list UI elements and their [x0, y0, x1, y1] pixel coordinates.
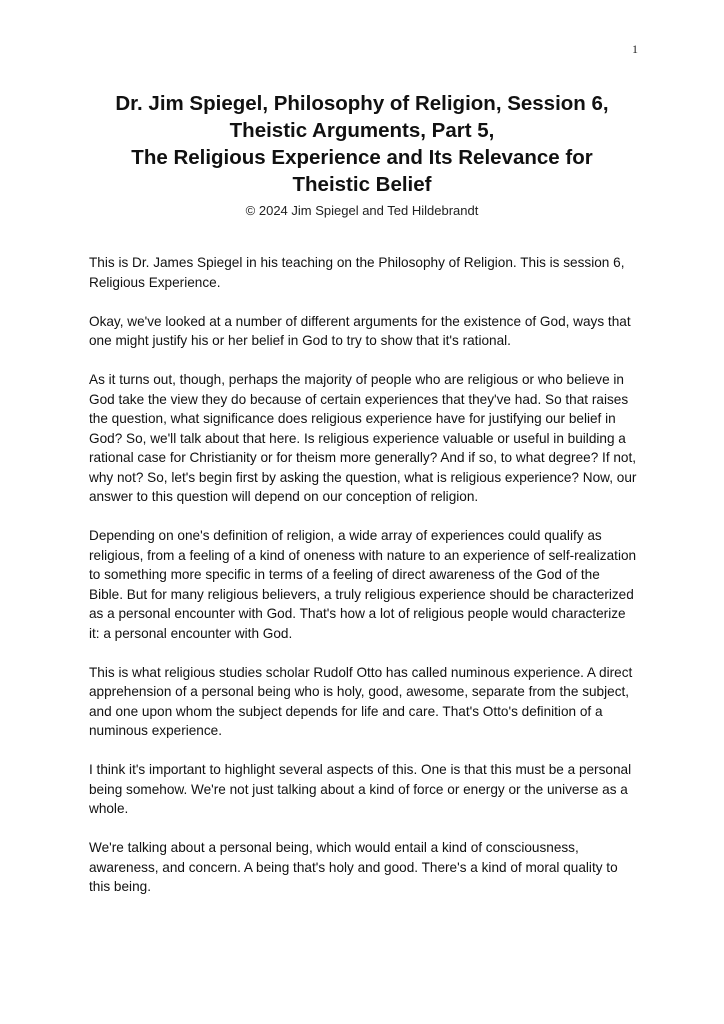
paragraph: This is what religious studies scholar Rudolf Otto has called numinous experience. A direct apprehension of a personal being who is holy, good, awesome, separate from the subject, and one upon whom the subject depends for life and care. That's Otto's definition of a numinous experience.: [89, 664, 633, 738]
paragraph: Depending on one's definition of religion, a wide array of experiences could qualify as religious, from a feeling of a kind of oneness with nature to an experience of self-realization to something more specific in terms of a feeling of direct awareness of the God of the Bible. But for many religious believers, a truly religious experience should be characterized as a personal encounter with God. That's how a lot of religious people would characterize it: a personal encounter with God.: [89, 528, 637, 641]
paragraph: I think it's important to highlight several aspects of this. One is that this must be a personal being somehow. We're not just talking about a kind of force or energy or the universe as a whole.: [89, 762, 632, 816]
paragraph: We're talking about a personal being, which would entail a kind of consciousness, awareness, and concern. A being that's holy and good. There's a kind of moral quality to this being.: [89, 840, 618, 894]
title-line: The Religious Experience and Its Relevance for: [131, 146, 593, 169]
title-line: Theistic Arguments, Part 5,: [229, 119, 495, 142]
paragraph: This is Dr. James Spiegel in his teaching on the Philosophy of Religion. This is session 6, Religious Experience.: [89, 255, 625, 290]
paragraph: As it turns out, though, perhaps the majority of people who are religious or who believe in God take the view they do because of certain experiences that they've had. So that raises the question, what significance does religious experience have for justifying our belief in God? So, we'll talk about that here. Is religious experience valuable or useful in building a rational case for Christianity or for theism more generally? And if so, to what degree? If not, why not? So, let's begin first by asking the question, what is religious experience? Now, our answer to this question will depend on our conception of religion.: [89, 372, 637, 504]
title-line: Theistic Belief: [292, 173, 432, 196]
document-title: [70, 90, 654, 198]
title-line: Dr. Jim Spiegel, Philosophy of Religion, Session 6,: [115, 92, 609, 115]
copyright-line: © 2024 Jim Spiegel and Ted Hildebrandt: [245, 203, 479, 218]
document-body: [89, 253, 637, 916]
page-number: 1: [632, 42, 638, 56]
paragraph: Okay, we've looked at a number of different arguments for the existence of God, ways that one might justify his or her belief in God to try to show that it's rational.: [89, 313, 631, 348]
